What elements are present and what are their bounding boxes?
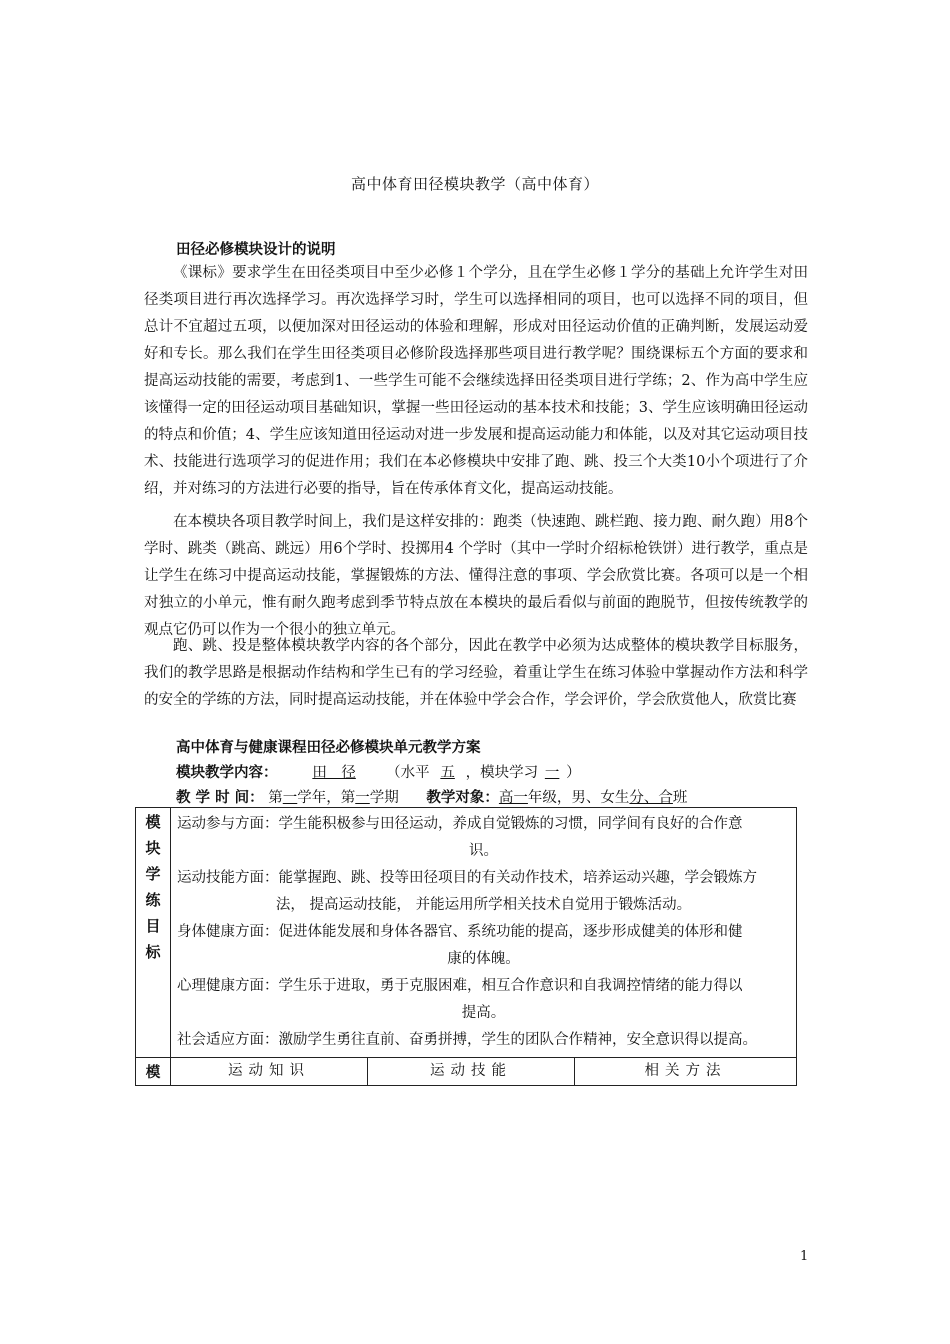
side-char: 标 (145, 943, 161, 961)
class-suffix: 班 (672, 790, 688, 806)
goal-text-cont: 识。 (469, 843, 498, 859)
content-label: 模块教学内容： (176, 765, 278, 781)
goal-mental-health (177, 974, 790, 1025)
bottom-side-label: 模 (136, 1058, 171, 1086)
paragraph-3: 跑、跳、投是整体模块教学内容的各个部分，因此在教学中必须为达成整体的模块教学目标服务，我们的教学思路是根据动作结构和学生已有的学习经验，着重让学生在练习体验中掌握动作方法和科学的安全的学练的方法，同时提高运动技能，并在体验中学会合作，学会评价，学会欣赏他人，欣赏比赛 (144, 638, 808, 708)
module-content-line (176, 761, 581, 782)
level-value: 五 (440, 765, 455, 781)
goal-key: 运动技能方面： (177, 870, 279, 886)
section-heading-plan: 高中体育与健康课程田径必修模块单元教学方案 (176, 740, 481, 756)
goal-key: 心理健康方面： (177, 978, 279, 994)
content-value: 田 径 (312, 765, 356, 781)
module-value: 一 (544, 765, 560, 781)
goals-content (171, 808, 797, 1058)
side-char: 学 (145, 865, 161, 883)
paragraph-1: 《课标》要求学生在田径类项目中至少必修１个学分，且在学生必修１学分的基础上允许学生对田径类项目进行再次选择学习。再次选择学习时，学生可以选择相同的项目，也可以选择不同的项目，但总计不宜超过五项，以便加深对田径运动的体验和理解，形成对田径运动价值的正确判断，发展运动爱好和专长。那么我们在学生田径类项目必修阶段选择那些项目进行教学呢？围绕课标五个方面的要求和提高运动技能的需要，考虑到1、一些学生可能不会继续选择田径类项目进行学练；2、作为高中学生应该懂得一定的田径运动项目基础知识，掌握一些田径运动的基本技术和技能；3、学生应该明确田径运动的特点和价值；4、学生应该知道田径运动对进一步发展和提高运动能力和体能，以及对其它运动项目技术、技能进行选项学习的促进作用；我们在本必修模块中安排了跑、跳、投三个大类10小个项进行了介绍，并对练习的方法进行必要的指导，旨在传承体育文化，提高运动技能。 (144, 265, 808, 497)
goal-key: 身体健康方面： (177, 924, 279, 940)
goal-text: 学生乐于进取，勇于克服困难，相互合作意识和自我调控情绪的能力得以 (278, 978, 743, 994)
year-value: 一 (282, 790, 298, 806)
goal-text-cont: 提高。 (461, 1005, 506, 1021)
page-number: 1 (800, 1249, 809, 1264)
grade-suffix: 年级，男、女生 (527, 790, 630, 806)
goals-row (136, 808, 797, 1058)
module-suffix: ） (566, 765, 581, 781)
goal-physical-health (177, 920, 790, 971)
time-label: 教 学 时 间： (176, 790, 264, 806)
grade-value: 高一 (498, 790, 528, 806)
year-suffix: 学年，第 (297, 790, 356, 806)
goal-skills (177, 866, 790, 917)
section-heading-design: 田径必修模块设计的说明 (176, 242, 336, 258)
side-char: 练 (145, 891, 161, 909)
level-prefix: （水平 (386, 765, 430, 781)
col-head-methods: 相关方法 (575, 1058, 797, 1086)
module-goals-table (135, 807, 797, 1086)
column-header-row (136, 1058, 797, 1086)
target-label: 教学对象： (426, 790, 499, 806)
year-prefix: 第 (268, 790, 283, 806)
goal-participation (177, 812, 790, 863)
teaching-time-line (176, 786, 687, 807)
goal-key: 运动参与方面： (177, 816, 279, 832)
term-value: 一 (355, 790, 370, 806)
goal-social-adaptation (177, 1028, 790, 1052)
goal-text: 能掌握跑、跳、投等田径项目的有关动作技术，培养运动兴趣，学会锻炼方 (278, 870, 757, 886)
goal-text: 学生能积极参与田径运动，养成自觉锻炼的习惯，同学间有良好的合作意 (278, 816, 743, 832)
side-char: 块 (145, 839, 161, 857)
col-head-skills: 运动技能 (368, 1058, 575, 1086)
goal-text-cont: 法， 提高运动技能， 并能运用所学相关技术自觉用于锻炼活动。 (275, 897, 692, 913)
page-title: 高中体育田径模块教学（高中体育） (350, 175, 599, 193)
paragraph-2: 在本模块各项目教学时间上，我们是这样安排的：跑类（快速跑、跳栏跑、接力跑、耐久跑）用8个学时、跳类（跳高、跳远）用6个学时、投掷用4 个学时（其中一学时介绍标枪铁饼）进行教学，重点是让学生在练习中提高运动技能，掌握锻炼的方法、懂得注意的事项、学会欣赏比赛。各项可以是一个相对独立的小单元，惟有耐久跑考虑到季节特点放在本模块的最后看似与前面的跑脱节，但按传统教学的观点它仍可以作为一个很小的独立单元。 (144, 514, 808, 638)
side-char: 模 (145, 813, 161, 831)
goal-key: 社会适应方面： (177, 1032, 279, 1048)
term-suffix: 学期 (369, 790, 399, 806)
goals-side-label (136, 808, 171, 1058)
goal-text-cont: 康的体魄。 (447, 951, 520, 967)
split-value: 分、合 (629, 790, 673, 806)
side-char: 目 (145, 917, 161, 935)
goal-text: 促进体能发展和身体各器官、系统功能的提高，逐步形成健美的体形和健 (278, 924, 743, 940)
col-head-knowledge: 运动知识 (171, 1058, 368, 1086)
goal-text: 激励学生勇往直前、奋勇拼搏，学生的团队合作精神，安全意识得以提高。 (278, 1032, 757, 1048)
module-prefix: ，模块学习 (465, 765, 539, 781)
